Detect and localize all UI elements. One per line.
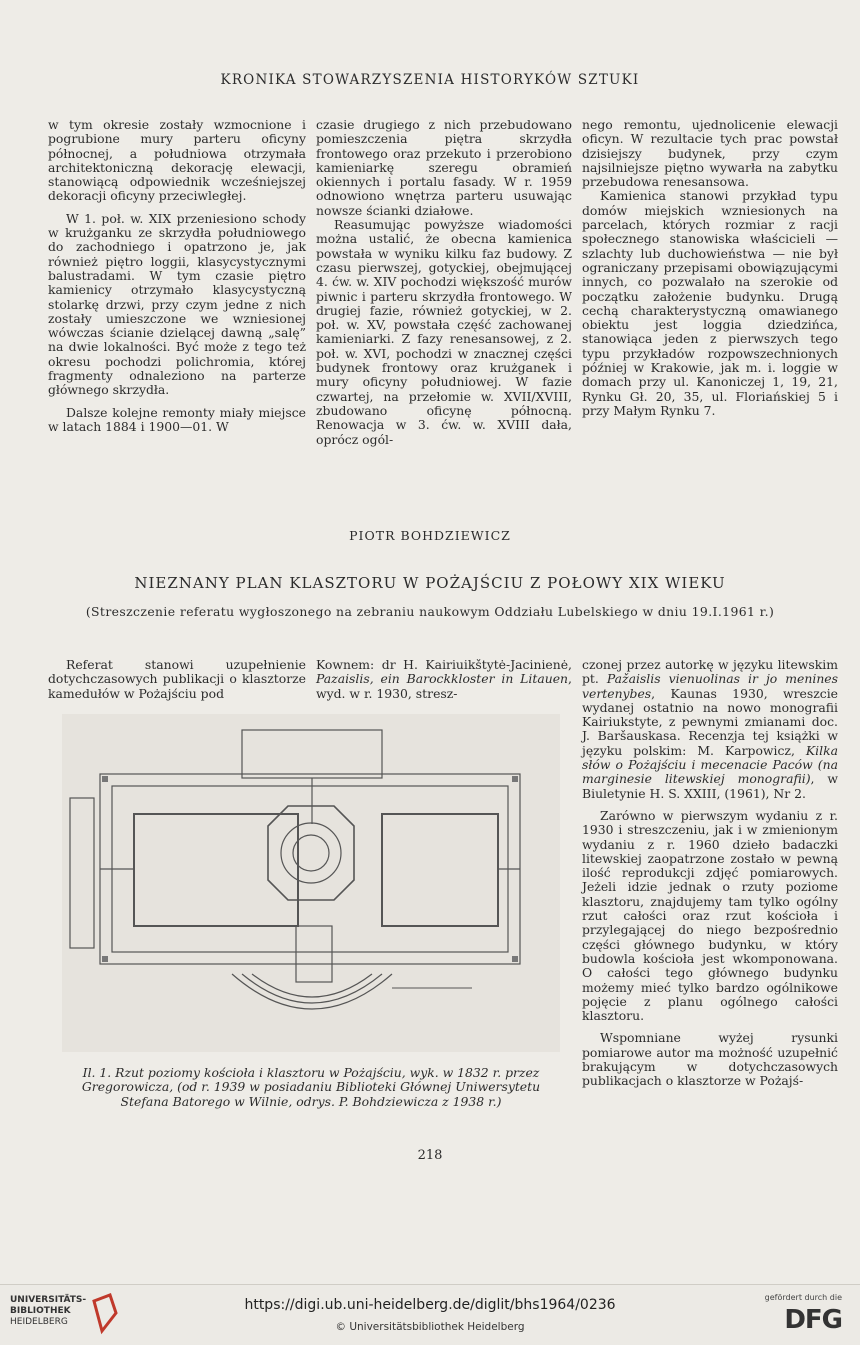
text-column-1 bbox=[48, 118, 306, 434]
paragraph: W 1. poł. w. XIX przeniesiono schody w krużganku ze skrzydła południowego do zachodniego i opatrzono je, jak również piętro loggii, klasycystycznymi balustradami. W tym czasie piętro kamienicy otrzymało klasycystyczną stolarkę drzwi, przy czym jedne z nich zostały umieszczone we wzniesionej wówczas ścianie dzielącej dawną „salę” na dwie lokalności. Być może z tego też okresu pochodzi polichromia, której fragmenty odnaleziono na parterze głównego skrzydła. bbox=[48, 210, 306, 398]
paragraph: Kamienica stanowi przykład typu domów miejskich wzniesionych na parcelach, których rozmiar z racji społecznego stanowiska właścicieli — szlachty lub duchowieństwa — nie był ograniczany przepisami obowiązującymi innych, co pozwalało na szerokie od początku założenie budynku. Drugą cechą charakterystyczną omawianego obiektu jest loggia dziedzińca, stanowiąca jeden z pierwszych tego typu przykładów rozpowszechnionych później w Krakowie, jak m. i. loggie w domach przy ul. Kanoniczej 1, 19, 21, Rynku Gł. 20, 35, ul. Floriańskiej 5 i przy Małym Rynku 7. bbox=[582, 188, 838, 418]
italic-title: Pažaislis vienuolinas ir jo menines vertenybes bbox=[582, 671, 838, 701]
text-run: , w Biuletynie H. S. XXIII, (1961), Nr 2. bbox=[582, 771, 838, 801]
paragraph: Referat stanowi uzupełnienie dotychczasowych publikacji o klasztorze kamedułów w Pożajściu pod bbox=[48, 657, 306, 701]
article-author: PIOTR BOHDZIEWICZ bbox=[349, 528, 511, 543]
text-run: czonej przez autorkę w języku litewskim pt. bbox=[582, 657, 838, 687]
dfg-logo[interactable]: DFG bbox=[784, 1305, 842, 1335]
article-column-2 bbox=[316, 658, 572, 701]
figure-caption: Il. 1. Rzut poziomy kościoła i klasztoru w Pożajściu, wyk. w 1832 r. przez Gregorowicza, (od r. 1939 w posiadaniu Biblioteki Głównej Uniwersytetu Stefana Batorego w Wilnie, odrys. P. Bohdziewicza z 1938 r.) bbox=[81, 1065, 541, 1109]
text-column-2 bbox=[316, 118, 572, 447]
paragraph: czasie drugiego z nich przebudowano pomieszczenia piętra skrzydła frontowego oraz przekuto i przerobiono kamieniarkę szeregu obramień okiennych i portalu fasady. W r. 1959 odnowiono wnętrza parteru usuwając nowsze ścianki działowe. bbox=[316, 117, 572, 218]
article-column-3 bbox=[582, 658, 838, 1089]
floor-plan-drawing bbox=[62, 714, 560, 1052]
paragraph: Dalsze kolejne remonty miały miejsce w latach 1884 i 1900—01. W bbox=[48, 404, 306, 434]
text-run: , Kaunas 1930, wreszcie wydanej ostatnio na nowo monografii Kairiukstyte, z pewnymi zmianami doc. J. Baršauskasa. Recenzja tej książki w języku polskim: M. Karpowicz, bbox=[582, 685, 838, 758]
permalink-url[interactable]: https://digi.ub.uni-heidelberg.de/diglit/bhs1964/0236 bbox=[244, 1297, 616, 1313]
copyright-notice: © Universitätsbibliothek Heidelberg bbox=[335, 1321, 525, 1333]
article-title: NIEZNANY PLAN KLASZTORU W POŻAJŚCIU Z POŁOWY XIX WIEKU bbox=[134, 574, 726, 592]
library-name-line: BIBLIOTHEK bbox=[10, 1306, 71, 1316]
italic-title: Pazaislis, ein Barockkloster in Litauen bbox=[316, 671, 569, 687]
library-name-line: UNIVERSITÄTS- bbox=[10, 1295, 87, 1305]
paragraph: Zarówno w pierwszym wydaniu z r. 1930 i streszczeniu, jak i w zmienionym wydaniu z r. 1960 dzieło badaczki litewskiej zaopatrzone zostało w pewną ilość reprodukcji zdjęć pomiarowych. Jeżeli idzie jednak o rzuty poziome klasztoru, znajdujemy tam tylko ogólny rzut całości oraz rzut kościoła i przylegającej do niego bezpośrednio części głównego budynku, w który budowla kościoła jest wkomponowana. O całości tego głównego budynku możemy mieć tylko bardzo ogólnikowe pojęcie z planu ogólnego całości klasztoru. bbox=[582, 807, 838, 1024]
dfg-caption: gefördert durch die bbox=[764, 1293, 842, 1302]
running-head: KRONIKA STOWARZYSZENIA HISTORYKÓW SZTUKI bbox=[220, 72, 640, 88]
text-column-3 bbox=[582, 118, 838, 418]
viewer-footer bbox=[0, 1284, 860, 1345]
paragraph bbox=[316, 658, 572, 701]
italic-title: Kilka słów o Pożajściu i mecenacie Paców (na marginesie litewskiej monografii) bbox=[582, 742, 838, 787]
paragraph bbox=[582, 658, 838, 801]
monastery-floor-plan bbox=[62, 714, 560, 1052]
paragraph: w tym okresie zostały wzmocnione i pogrubione mury parteru oficyny północnej, a południowa otrzymała architektoniczną dekorację elewacji, stanowiącą odpowiednik wcześniejszej dekoracji oficyny przeciwległej. bbox=[48, 117, 306, 204]
paragraph: Wspomniane wyżej rysunki pomiarowe autor ma możność uzupełnić brakującym w dotychczasowych publikacjach o klasztorze w Pożajś- bbox=[582, 1030, 838, 1089]
paragraph: nego remontu, ujednolicenie elewacji oficyn. W rezultacie tych prac powstał dzisiejszy budynek, przy czym najsilniejsze piętno wywarła na zabytku przebudowa renesansowa. bbox=[582, 117, 838, 190]
article-column-1 bbox=[48, 658, 306, 701]
page-number: 218 bbox=[417, 1148, 443, 1163]
library-name-line: HEIDELBERG bbox=[10, 1317, 68, 1327]
article-subtitle: (Streszczenie referatu wygłoszonego na zebraniu naukowym Oddziału Lubelskiego w dniu 19.I.1961 r.) bbox=[85, 604, 775, 619]
text-run: Kownem: dr H. Kairiuikštytė-Jacinienė, bbox=[316, 657, 572, 672]
paragraph: Reasumując powyższe wiadomości można ustalić, że obecna kamienica powstała w wyniku kilku faz budowy. Z czasu pierwszej, gotyckiej, obejmującej 4. ćw. w. XIV pochodzi większość murów piwnic i parteru skrzydła frontowego. W drugiej fazie, również gotyckiej, w 2. poł. w. XV, powstała część zachowanej kamieniarki. Z fazy renesansowej, z 2. poł. w. XVI, pochodzi w znacznej części budynek frontowy oraz krużganek i mury oficyny południowej. W fazie czwartej, na przełomie w. XVII/XVIII, zbudowano oficynę północną. Renowacja w 3. ćw. w. XVIII dała, oprócz ogól- bbox=[316, 217, 572, 447]
text-run: , wyd. w r. 1930, stresz- bbox=[316, 671, 572, 701]
